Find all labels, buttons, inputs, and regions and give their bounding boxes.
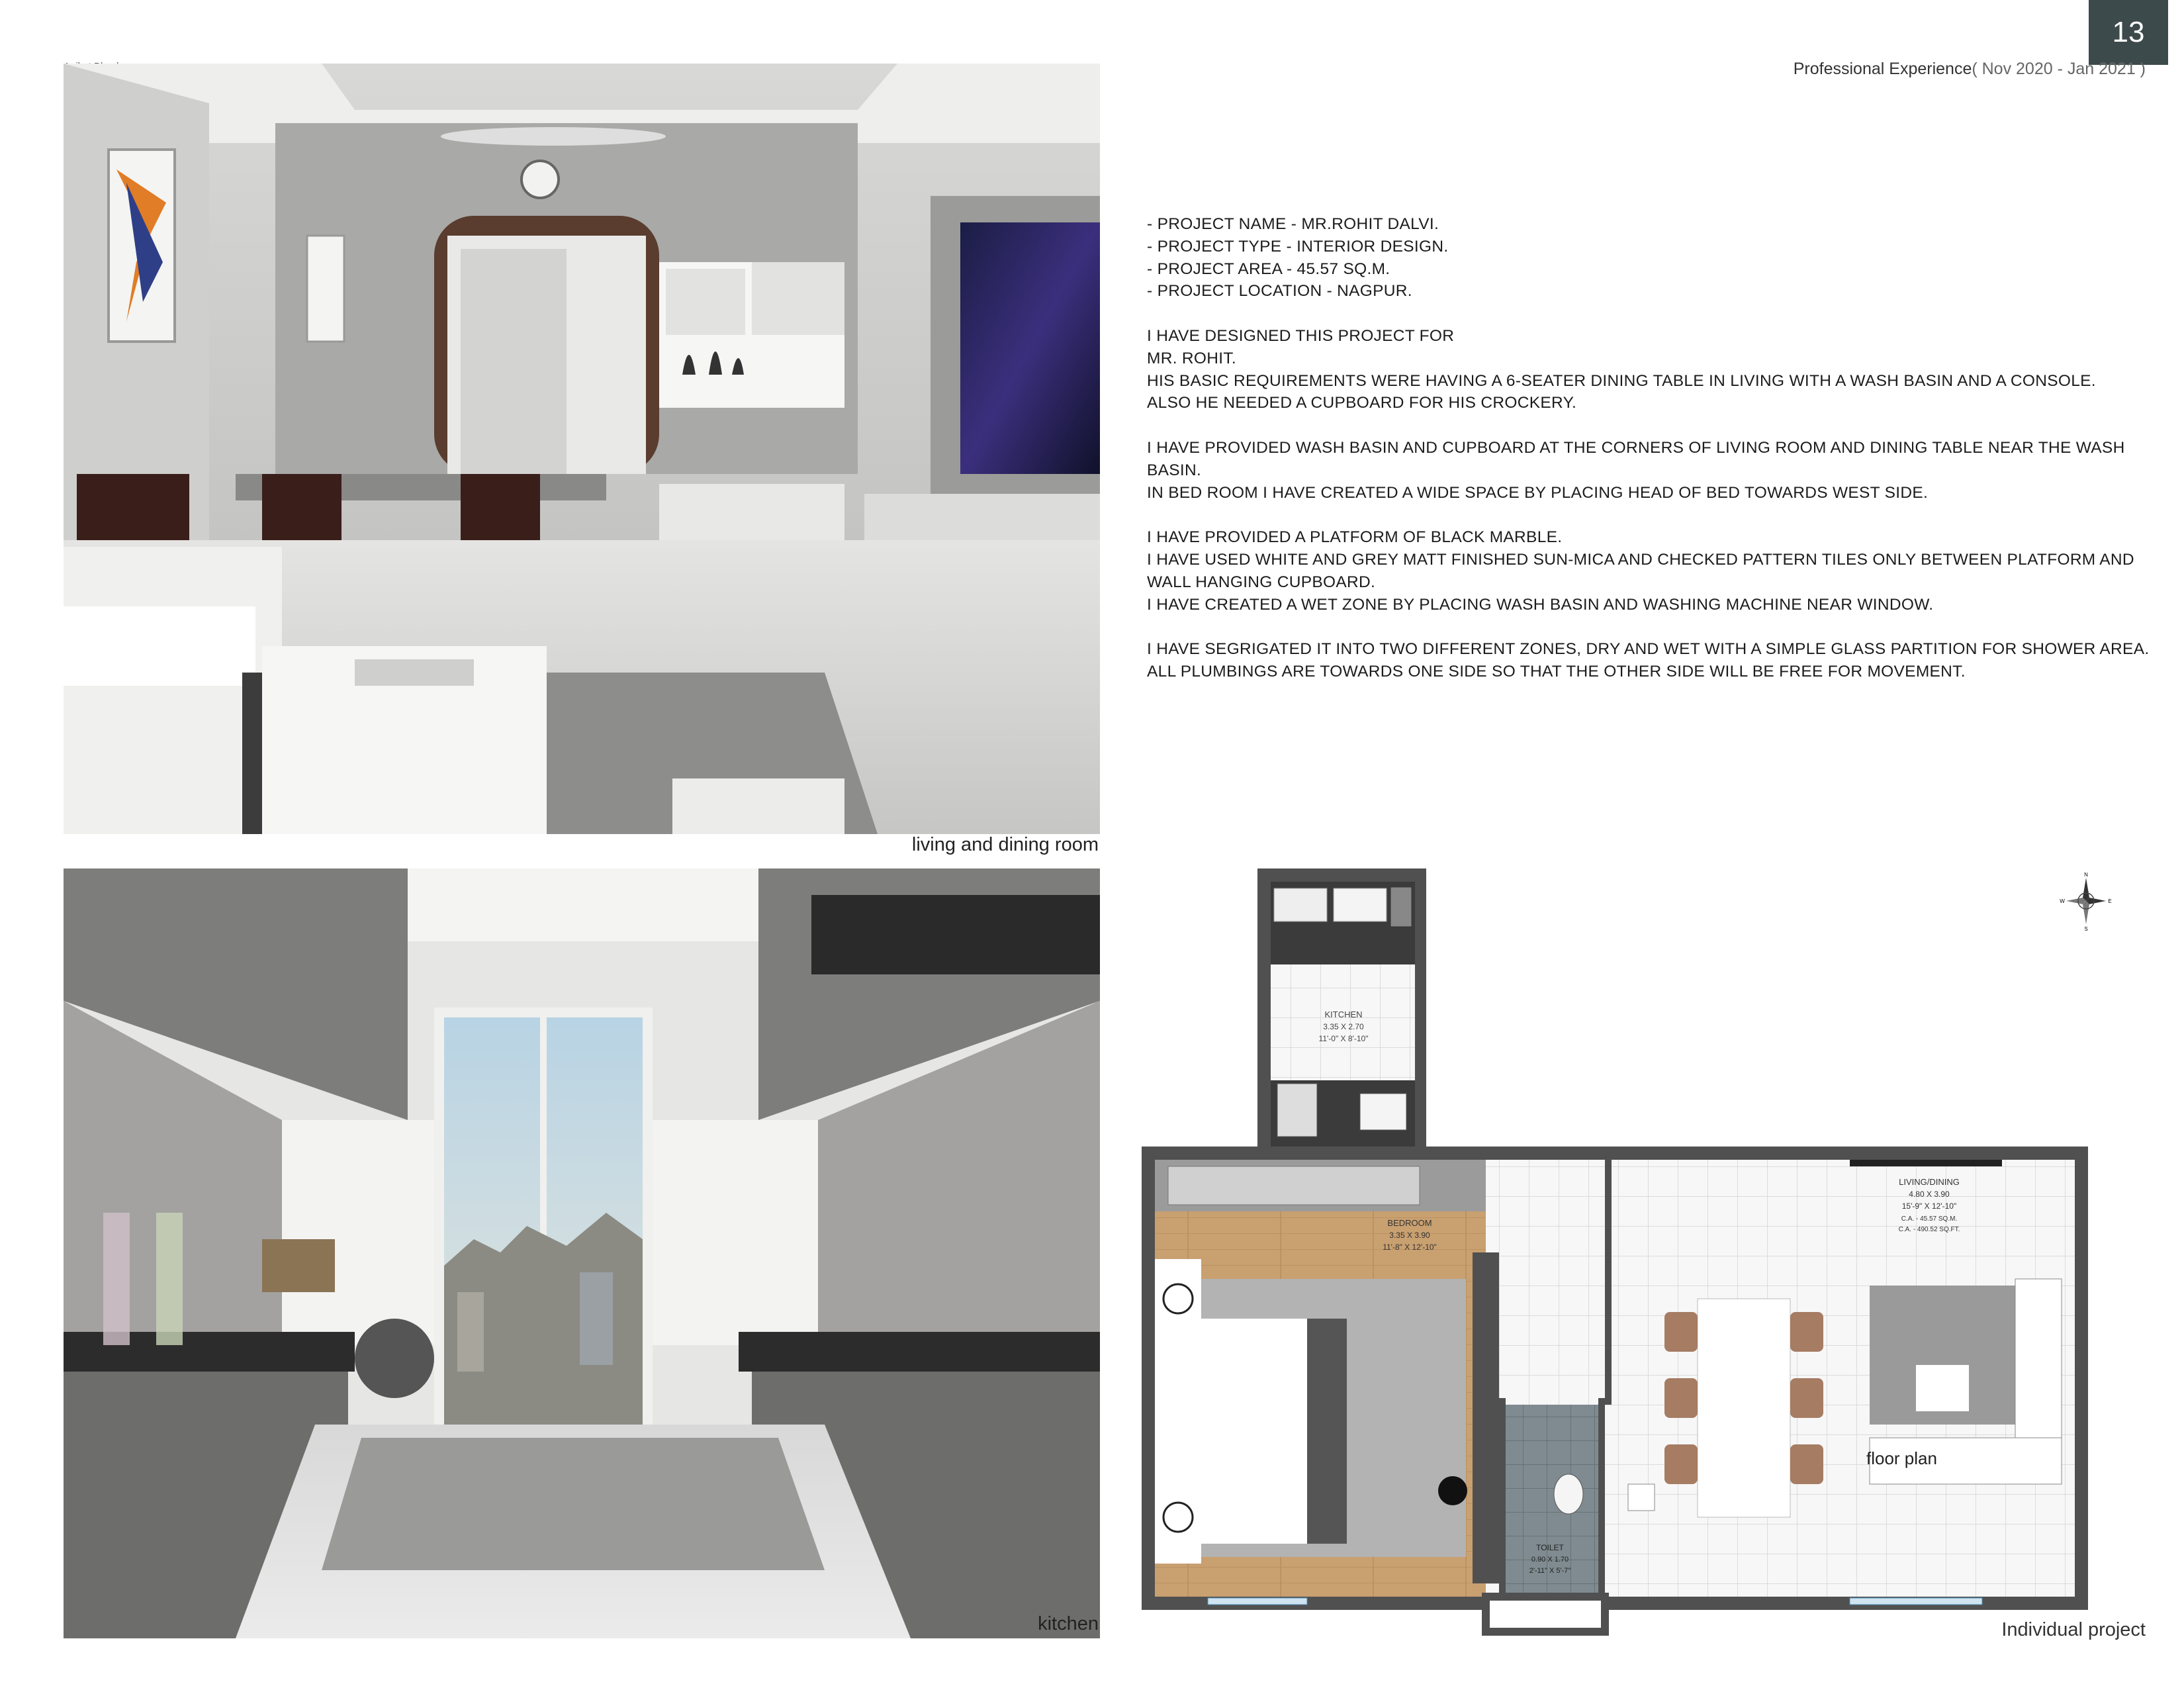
description-line: IN BED ROOM I HAVE CREATED A WIDE SPACE BY PLACING HEAD OF BED TOWARDS WEST SIDE. [1147, 483, 1929, 502]
compass-w: W [2060, 898, 2065, 904]
living-room-render [64, 64, 1100, 834]
living-imperial: 15'-9" X 12'-10" [1901, 1201, 1957, 1211]
description-line: I HAVE DESIGNED THIS PROJECT FOR [1147, 326, 1455, 345]
description-line: I HAVE SEGRIGATED IT INTO TWO DIFFERENT ZONES, DRY AND WET WITH A SIMPLE GLASS PARTITION FOR SHOWER AREA. [1147, 640, 2150, 659]
description-line: ALSO HE NEEDED A CUPBOARD FOR HIS CROCKERY. [1147, 394, 1577, 412]
living-metric: 4.80 X 3.90 [1909, 1190, 1950, 1199]
description-line: HIS BASIC REQUIREMENTS WERE HAVING A 6-SEATER DINING TABLE IN LIVING WITH A WASH BASIN AND A CONSOLE. [1147, 371, 2096, 390]
toilet-label: TOILET [1536, 1543, 1564, 1552]
section-dates: ( Nov 2020 - Jan 2021 ) [1972, 60, 2146, 78]
page-number-badge: 13 [2089, 0, 2168, 65]
description-line: I HAVE PROVIDED WASH BASIN AND CUPBOARD AT THE CORNERS OF LIVING ROOM AND DINING TABLE NEAR THE WASH BASIN. [1147, 438, 2125, 479]
living-label: LIVING/DINING [1899, 1177, 1960, 1187]
toilet-imperial: 2'-11" X 5'-7" [1529, 1567, 1571, 1575]
bedroom-metric: 3.35 X 3.90 [1389, 1231, 1430, 1240]
description-line: I HAVE CREATED A WET ZONE BY PLACING WASH BASIN AND WASHING MACHINE NEAR WINDOW. [1147, 595, 1934, 614]
kitchen-label: KITCHEN [1324, 1009, 1363, 1019]
project-name: - PROJECT NAME - MR.ROHIT DALVI. [1147, 215, 1439, 233]
floor-plan [1142, 868, 2088, 1632]
bedroom-label: BEDROOM [1387, 1218, 1432, 1228]
footer-label: Individual project [2001, 1619, 2146, 1640]
project-type: - PROJECT TYPE - INTERIOR DESIGN. [1147, 237, 1449, 256]
compass-e: E [2108, 898, 2112, 904]
kitchen-caption: kitchen [1038, 1613, 1099, 1634]
floor-plan-caption: floor plan [1866, 1448, 1937, 1468]
project-location: - PROJECT LOCATION - NAGPUR. [1147, 282, 1412, 301]
project-description [1147, 213, 2156, 683]
section-header [1794, 60, 2146, 79]
project-area: - PROJECT AREA - 45.57 SQ.M. [1147, 259, 1390, 278]
description-line: I HAVE PROVIDED A PLATFORM OF BLACK MARBLE. [1147, 528, 1563, 547]
bedroom-imperial: 11'-8" X 12'-10" [1383, 1243, 1437, 1252]
kitchen-render [64, 868, 1100, 1638]
toilet-metric: 0.90 X 1.70 [1531, 1556, 1569, 1564]
kitchen-metric: 3.35 X 2.70 [1323, 1022, 1364, 1031]
kitchen-imperial: 11'-0" X 8'-10" [1318, 1034, 1369, 1043]
section-title: Professional Experience [1793, 60, 1972, 78]
compass-n: N [2084, 872, 2088, 878]
living-ca-sqm: C.A. - 45.57 SQ.M. [1901, 1215, 1958, 1223]
description-line: I HAVE USED WHITE AND GREY MATT FINISHED SUN-MICA AND CHECKED PATTERN TILES ONLY BETWEEN PLATFORM AND WALL HANGING CUPBOARD. [1147, 550, 2134, 591]
description-line: ALL PLUMBINGS ARE TOWARDS ONE SIDE SO THAT THE OTHER SIDE WILL BE FREE FOR MOVEMENT. [1147, 662, 1966, 680]
description-line: MR. ROHIT. [1147, 349, 1237, 367]
living-ca-sqft: C.A. - 490.52 SQ.FT. [1898, 1226, 1960, 1233]
compass-s: S [2084, 926, 2088, 931]
living-room-caption: living and dining room [911, 834, 1099, 855]
